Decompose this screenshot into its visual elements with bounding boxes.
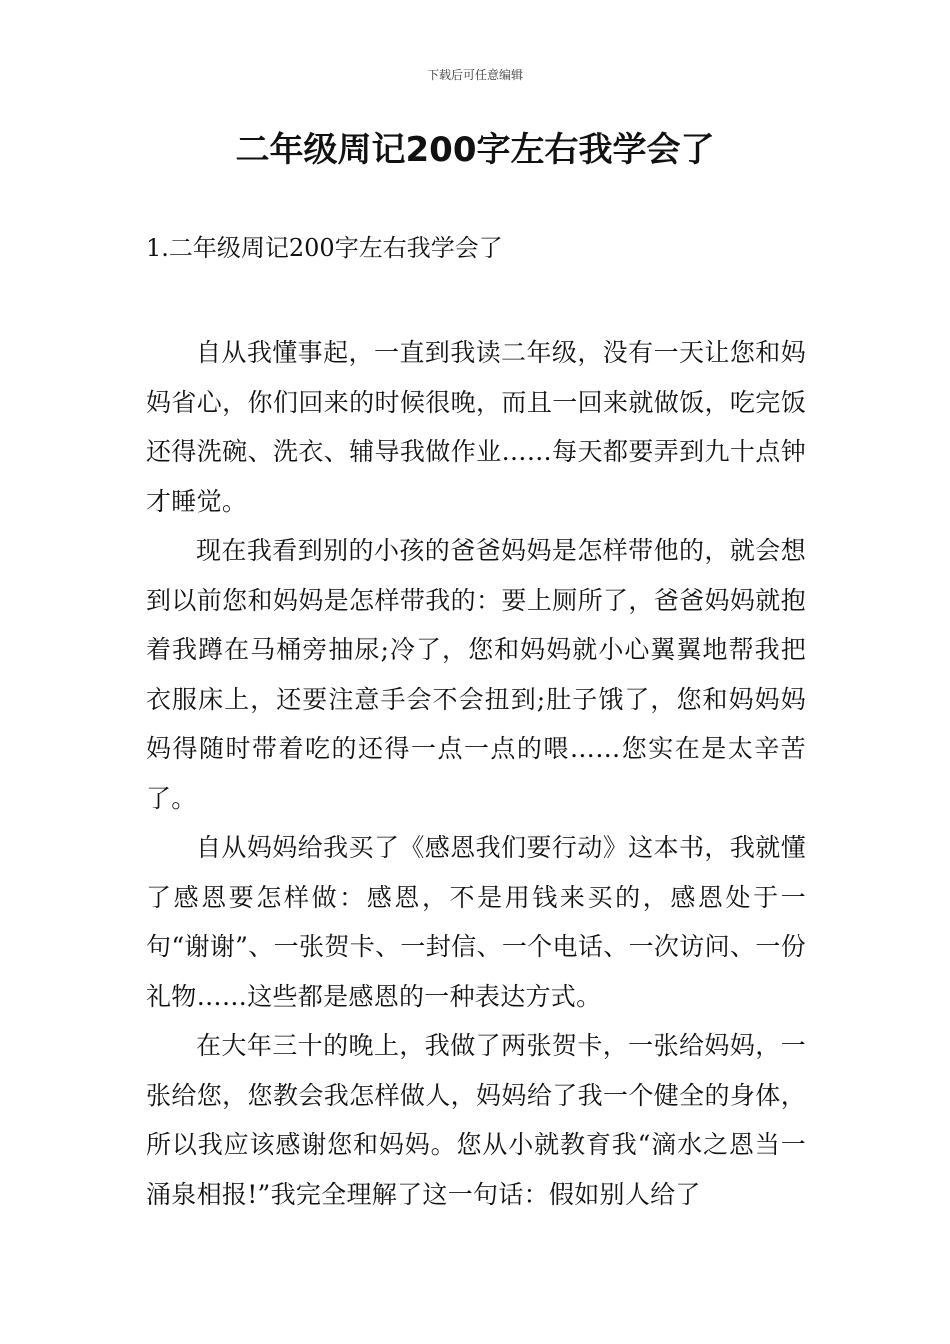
paragraph-1: 自从我懂事起，一直到我读二年级，没有一天让您和妈妈省心，你们回来的时候很晚，而且一回来就做饭，吃完饭还得洗碗、洗衣、辅导我做作业……每天都要弄到九十点钟才睡觉。	[146, 338, 806, 516]
header-note: 下载后可任意编辑	[426, 68, 523, 82]
document-title: 二年级周记200字左右我学会了	[235, 130, 715, 170]
paragraph-4: 在大年三十的晚上，我做了两张贺卡，一张给妈妈，一张给您，您教会我怎样做人，妈妈给了我一个健全的身体，所以我应该感谢您和妈妈。您从小就教育我“滴水之恩当一涌泉相报!”我完全理解了这一句话：假如别人给了	[146, 1031, 806, 1209]
body-text	[146, 328, 806, 1219]
paragraph-3: 自从妈妈给我买了《感恩我们要行动》这本书，我就懂了感恩要怎样做：感恩，不是用钱来买的，感恩处于一句“谢谢”、一张贺卡、一封信、一个电话、一次访问、一份礼物……这些都是感恩的一种表达方式。	[146, 833, 806, 1011]
paragraph-2: 现在我看到别的小孩的爸爸妈妈是怎样带他的，就会想到以前您和妈妈是怎样带我的：要上厕所了，爸爸妈妈就抱着我蹲在马桶旁抽尿;冷了，您和妈妈就小心翼翼地帮我把衣服床上，还要注意手会不会扭到;肚子饿了，您和妈妈妈妈得随时带着吃的还得一点一点的喂……您实在是太辛苦了。	[146, 536, 806, 813]
section-heading: 1.二年级周记200字左右我学会了	[146, 234, 503, 262]
